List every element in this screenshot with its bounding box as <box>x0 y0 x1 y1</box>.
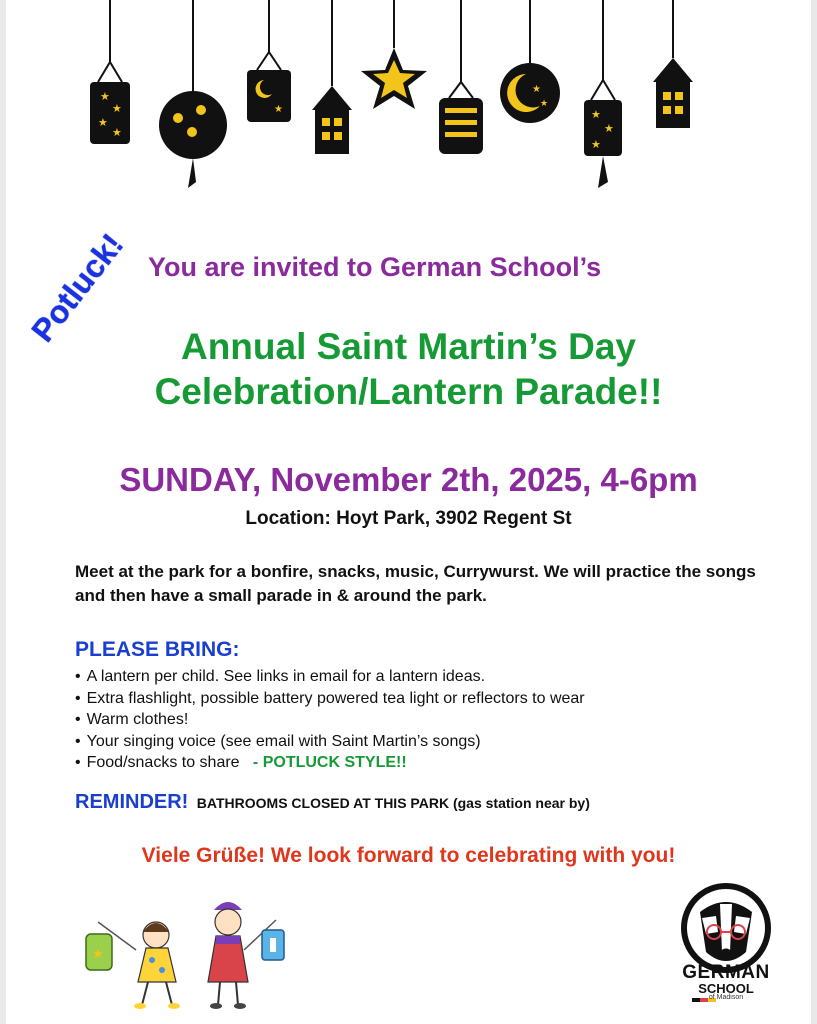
logo-text-german: GERMAN <box>682 962 770 983</box>
house-lantern-icon <box>312 0 352 154</box>
logo-text-madison: of Madison <box>708 994 744 1001</box>
reminder-label: REMINDER! <box>75 791 189 813</box>
list-item: • Food/snacks to share - POTLUCK STYLE!! <box>75 752 585 774</box>
svg-text:★: ★ <box>92 946 104 961</box>
svg-text:★: ★ <box>591 109 601 121</box>
please-bring-heading: PLEASE BRING: <box>75 638 240 661</box>
round-ball-lantern-icon <box>159 0 227 188</box>
ribbed-lantern-icon <box>439 0 483 154</box>
reminder-text: BATHROOMS CLOSED AT THIS PARK (gas station near by) <box>196 795 590 811</box>
svg-text:★: ★ <box>100 91 110 103</box>
svg-text:★: ★ <box>604 123 614 135</box>
svg-text:★: ★ <box>274 104 283 115</box>
list-item: • A lantern per child. See links in email for a lantern ideas. <box>75 666 585 688</box>
svg-text:★: ★ <box>532 84 541 95</box>
reminder-line <box>75 791 590 814</box>
please-bring-list <box>75 666 585 774</box>
logo-text-school: SCHOOL <box>698 981 754 996</box>
moon-cylinder-lantern-icon <box>247 0 291 122</box>
children-with-lanterns-illustration <box>76 890 306 1015</box>
star-lantern-icon <box>361 0 427 109</box>
svg-text:★: ★ <box>98 117 108 129</box>
moon-lantern-icon <box>500 0 560 123</box>
invite-line: You are invited to German School’s <box>148 252 602 282</box>
list-item: • Warm clothes! <box>75 709 585 731</box>
tassel-star-lantern-icon <box>584 0 622 188</box>
hanging-lanterns-decoration <box>6 0 811 200</box>
star-cylinder-lantern-icon <box>90 0 130 144</box>
event-location: Location: Hoyt Park, 3902 Regent St <box>245 508 572 529</box>
potluck-style-note: - POTLUCK STYLE!! <box>252 754 407 771</box>
event-description: Meet at the park for a bonfire, snacks, music, Currywurst. We will practice the songs and then have a small parade in & around the park. <box>75 562 756 605</box>
greeting: Viele Grüße! We look forward to celebrating with you! <box>141 844 676 867</box>
house-lantern-right-icon <box>653 0 693 128</box>
svg-text:★: ★ <box>591 139 601 151</box>
potluck-tag: Potluck! <box>24 226 131 349</box>
svg-text:★: ★ <box>540 98 549 108</box>
list-item: • Extra flashlight, possible battery powered tea light or reflectors to wear <box>75 688 585 710</box>
list-item: • Your singing voice (see email with Saint Martin’s songs) <box>75 731 585 753</box>
flyer-page <box>6 0 811 1024</box>
event-title-line2: Celebration/Lantern Parade!! <box>154 371 663 412</box>
event-title-line1: Annual Saint Martin’s Day <box>180 326 637 367</box>
event-date: SUNDAY, November 2th, 2025, 4-6pm <box>119 461 698 498</box>
svg-text:★: ★ <box>112 103 122 115</box>
svg-text:★: ★ <box>112 127 122 139</box>
